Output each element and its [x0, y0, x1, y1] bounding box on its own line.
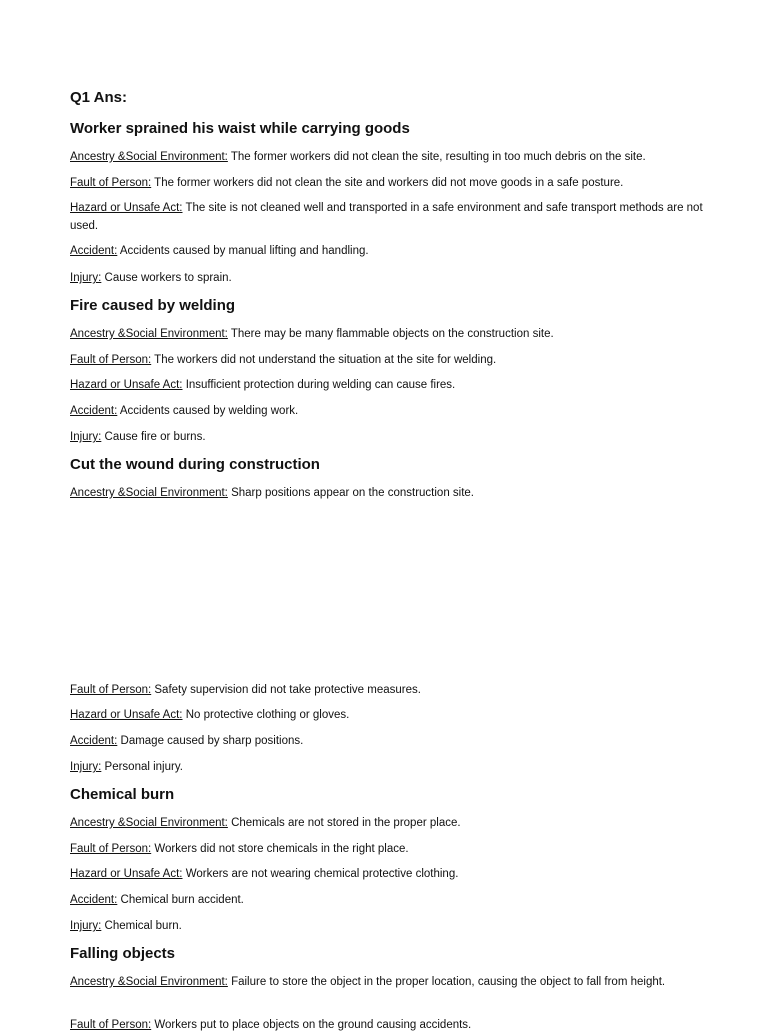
fault-label: Fault of Person:: [70, 177, 152, 189]
fault-label: Fault of Person:: [70, 354, 152, 366]
accident-label: Accident:: [70, 735, 118, 747]
injury-label: Injury:: [70, 272, 102, 284]
section-title: Cut the wound during construction: [70, 456, 320, 473]
fault-line: [70, 351, 710, 369]
hazard-label: Hazard or Unsafe Act:: [70, 379, 183, 391]
fault-text: The workers did not understand the situation at the site for welding.: [151, 354, 497, 366]
ancestry-text: Chemicals are not stored in the proper place.: [227, 817, 461, 829]
accident-line: [70, 242, 710, 260]
fault-line: [70, 681, 710, 699]
hazard-line: [70, 199, 710, 235]
accident-text: Damage caused by sharp positions.: [117, 735, 304, 747]
injury-text: Cause fire or burns.: [101, 431, 206, 443]
fault-line: [70, 174, 710, 192]
section-title: Chemical burn: [70, 786, 175, 803]
ancestry-text: Sharp positions appear on the construction site.: [227, 487, 474, 499]
accident-text: Accidents caused by welding work.: [117, 405, 299, 417]
injury-line: [70, 269, 710, 287]
section-title: Fire caused by welding: [70, 297, 236, 314]
injury-label: Injury:: [70, 431, 102, 443]
injury-label: Injury:: [70, 761, 102, 773]
fault-label: Fault of Person:: [70, 684, 152, 696]
fault-label: Fault of Person:: [70, 843, 152, 855]
injury-text: Cause workers to sprain.: [101, 272, 232, 284]
accident-line: [70, 402, 710, 420]
injury-text: Personal injury.: [101, 761, 183, 773]
accident-line: [70, 732, 710, 750]
hazard-text: Workers are not wearing chemical protective clothing.: [182, 868, 459, 880]
hazard-label: Hazard or Unsafe Act:: [70, 202, 183, 214]
hazard-line: [70, 376, 710, 394]
hazard-text: The site is not cleaned well and transported in a safe environment and safe transport methods are not used.: [70, 202, 703, 232]
ancestry-line: [70, 148, 710, 166]
hazard-label: Hazard or Unsafe Act:: [70, 868, 183, 880]
ancestry-text: Failure to store the object in the proper location, causing the object to fall from height.: [227, 976, 666, 988]
ancestry-text: The former workers did not clean the site, resulting in too much debris on the site.: [227, 151, 646, 163]
hazard-line: [70, 706, 710, 724]
accident-label: Accident:: [70, 405, 118, 417]
fault-line: [70, 1016, 710, 1034]
injury-line: [70, 428, 710, 446]
accident-label: Accident:: [70, 894, 118, 906]
ancestry-line: [70, 484, 710, 502]
injury-text: Chemical burn.: [101, 920, 182, 932]
question-heading: Q1 Ans:: [70, 89, 127, 106]
fault-text: Workers put to place objects on the ground causing accidents.: [151, 1019, 472, 1031]
hazard-line: [70, 865, 710, 883]
ancestry-label: Ancestry &Social Environment:: [70, 487, 228, 499]
section-title: Falling objects: [70, 945, 176, 962]
accident-line: [70, 891, 710, 909]
ancestry-text: There may be many flammable objects on the construction site.: [227, 328, 554, 340]
ancestry-label: Ancestry &Social Environment:: [70, 328, 228, 340]
injury-line: [70, 758, 710, 776]
fault-text: Safety supervision did not take protective measures.: [151, 684, 421, 696]
section-title: Worker sprained his waist while carrying goods: [70, 120, 410, 137]
accident-label: Accident:: [70, 245, 118, 257]
hazard-label: Hazard or Unsafe Act:: [70, 709, 183, 721]
accident-text: Accidents caused by manual lifting and handling.: [117, 245, 369, 257]
accident-text: Chemical burn accident.: [117, 894, 244, 906]
ancestry-line: [70, 325, 710, 343]
injury-label: Injury:: [70, 920, 102, 932]
hazard-text: Insufficient protection during welding can cause fires.: [182, 379, 456, 391]
fault-line: [70, 840, 710, 858]
hazard-text: No protective clothing or gloves.: [182, 709, 350, 721]
ancestry-label: Ancestry &Social Environment:: [70, 151, 228, 163]
ancestry-line: [70, 973, 710, 991]
ancestry-label: Ancestry &Social Environment:: [70, 976, 228, 988]
ancestry-line: [70, 814, 710, 832]
fault-text: Workers did not store chemicals in the right place.: [151, 843, 409, 855]
fault-label: Fault of Person:: [70, 1019, 152, 1031]
injury-line: [70, 917, 710, 935]
ancestry-label: Ancestry &Social Environment:: [70, 817, 228, 829]
fault-text: The former workers did not clean the site and workers did not move goods in a safe posture.: [151, 177, 624, 189]
